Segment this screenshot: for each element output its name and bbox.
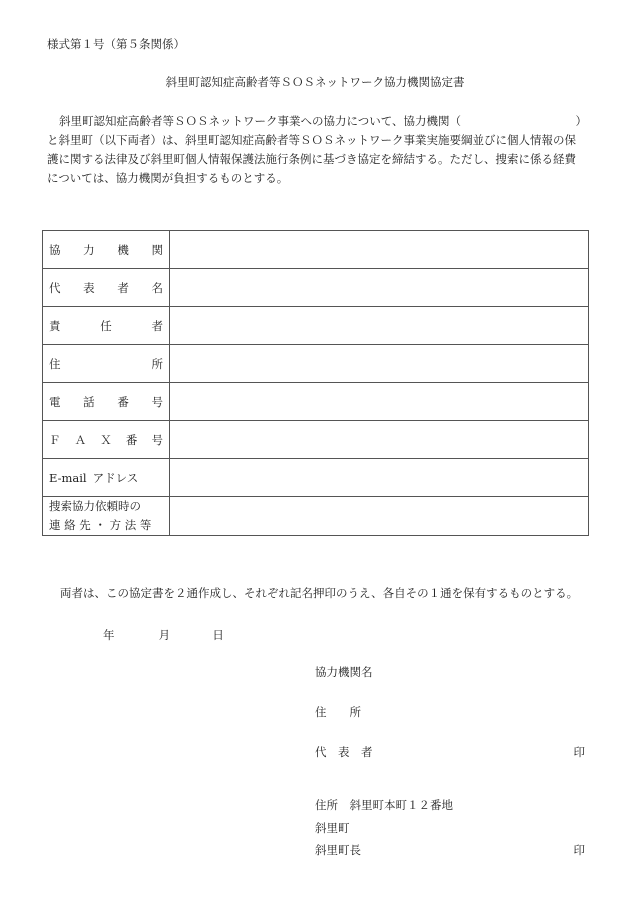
contact-method-label-line-1: 捜索協力依頼時の (49, 499, 141, 513)
row-label-part: 機 (117, 242, 129, 257)
contact-method-value-cell[interactable] (170, 497, 589, 536)
row-value-cell[interactable] (170, 345, 589, 383)
paragraph-line-1-close-paren: ） (575, 114, 587, 128)
row-label-part: 所 (151, 356, 163, 371)
row-value-cell[interactable] (170, 231, 589, 269)
row-label (49, 280, 163, 296)
row-label-cell (43, 459, 170, 497)
row-label (49, 470, 163, 486)
row-label-part: 番 (125, 432, 138, 447)
row-label-part: 代 (49, 280, 61, 295)
row-label-part: Ｆ (49, 432, 61, 447)
row-value-cell[interactable] (170, 421, 589, 459)
table-row (43, 459, 589, 497)
partner-rep-row (315, 744, 585, 760)
row-label-part: 番 (117, 394, 129, 409)
row-label-cell (43, 345, 170, 383)
closing-sentence: 両者は、この協定書を２通作成し、それぞれ記名押印のうえ、各自その１通を保有するものとする。 (60, 586, 579, 600)
row-label-part: 関 (151, 242, 163, 257)
row-label-part: 住 (49, 356, 61, 371)
row-label (49, 394, 163, 410)
row-label-part: E-mail (49, 470, 87, 485)
row-label-part: 者 (151, 318, 163, 333)
row-label-cell (43, 269, 170, 307)
row-label-cell (43, 421, 170, 459)
paragraph-line-1-text: 斜里町認知症高齢者等ＳＯＳネットワーク事業への協力について、協力機関（ (59, 114, 462, 128)
row-label (49, 318, 163, 334)
partner-address-row (315, 704, 585, 720)
row-label-part: アドレス (92, 470, 139, 485)
table-row (43, 345, 589, 383)
row-label-part: 名 (151, 280, 163, 295)
row-label-part: 号 (151, 394, 163, 409)
form-number: 様式第１号（第５条関係） (47, 37, 185, 51)
paragraph-line-3: 護に関する法律及び斜里町個人情報保護法施行条例に基づき協定を締結する。ただし、捜索に係る経費 (47, 152, 576, 166)
table-row (43, 269, 589, 307)
table-row-contact-method (43, 497, 589, 536)
partner-info-table-last (43, 497, 589, 536)
row-label-part: 者 (117, 280, 129, 295)
date-year: 年 (103, 628, 115, 642)
partner-name-row (315, 664, 585, 680)
partner-address-label: 住 所 (315, 705, 361, 719)
date-line (103, 627, 224, 643)
contact-method-label-line-2: 連 絡 先 ・ 方 法 等 (49, 518, 152, 532)
contact-method-label (43, 497, 170, 536)
row-label-part: 任 (100, 318, 112, 333)
row-label (49, 432, 163, 448)
paragraph-line-2: と斜里町（以下両者）は、斜里町認知症高齢者等ＳＯＳネットワーク事業実施要綱並びに個人情報の保 (47, 133, 576, 147)
town-mayor-row (315, 842, 585, 858)
partner-name-label: 協力機関名 (315, 665, 373, 679)
town-mayor: 斜里町長 (315, 843, 361, 857)
row-label-part: Ｘ (100, 432, 112, 447)
partner-info-table-body (43, 231, 589, 497)
paragraph-line-4: については、協力機関が負担するものとする。 (47, 171, 289, 185)
row-label-part: 話 (83, 394, 95, 409)
row-label-part: 号 (151, 432, 163, 447)
date-month: 月 (158, 628, 171, 642)
row-label-part: 電 (49, 394, 61, 409)
table-row (43, 231, 589, 269)
town-address: 住所 斜里町本町１２番地 (315, 798, 453, 812)
table-row (43, 421, 589, 459)
row-value-cell[interactable] (170, 459, 589, 497)
partner-info-table (42, 230, 589, 536)
row-label-cell (43, 383, 170, 421)
row-label-cell (43, 231, 170, 269)
partner-seal-mark: 印 (573, 745, 585, 759)
row-value-cell[interactable] (170, 307, 589, 345)
table-row (43, 383, 589, 421)
paragraph-line-1 (47, 112, 587, 131)
agreement-paragraph (47, 112, 587, 188)
row-value-cell[interactable] (170, 269, 589, 307)
row-label (49, 356, 163, 372)
row-label-cell (43, 307, 170, 345)
row-label (49, 242, 163, 258)
town-seal-mark: 印 (573, 843, 585, 857)
row-label-part: 協 (49, 242, 61, 257)
row-label-part: 力 (83, 242, 95, 257)
town-name-row (315, 820, 585, 836)
row-label-part: 表 (83, 280, 95, 295)
row-label-part: Ａ (74, 432, 87, 447)
row-label-part: 責 (49, 318, 61, 333)
town-address-row (315, 797, 585, 813)
table-row (43, 307, 589, 345)
date-day: 日 (212, 628, 224, 642)
document-title: 斜里町認知症高齢者等ＳＯＳネットワーク協力機関協定書 (165, 75, 465, 89)
row-value-cell[interactable] (170, 383, 589, 421)
partner-rep-label: 代 表 者 (315, 745, 373, 759)
town-name: 斜里町 (315, 821, 350, 835)
